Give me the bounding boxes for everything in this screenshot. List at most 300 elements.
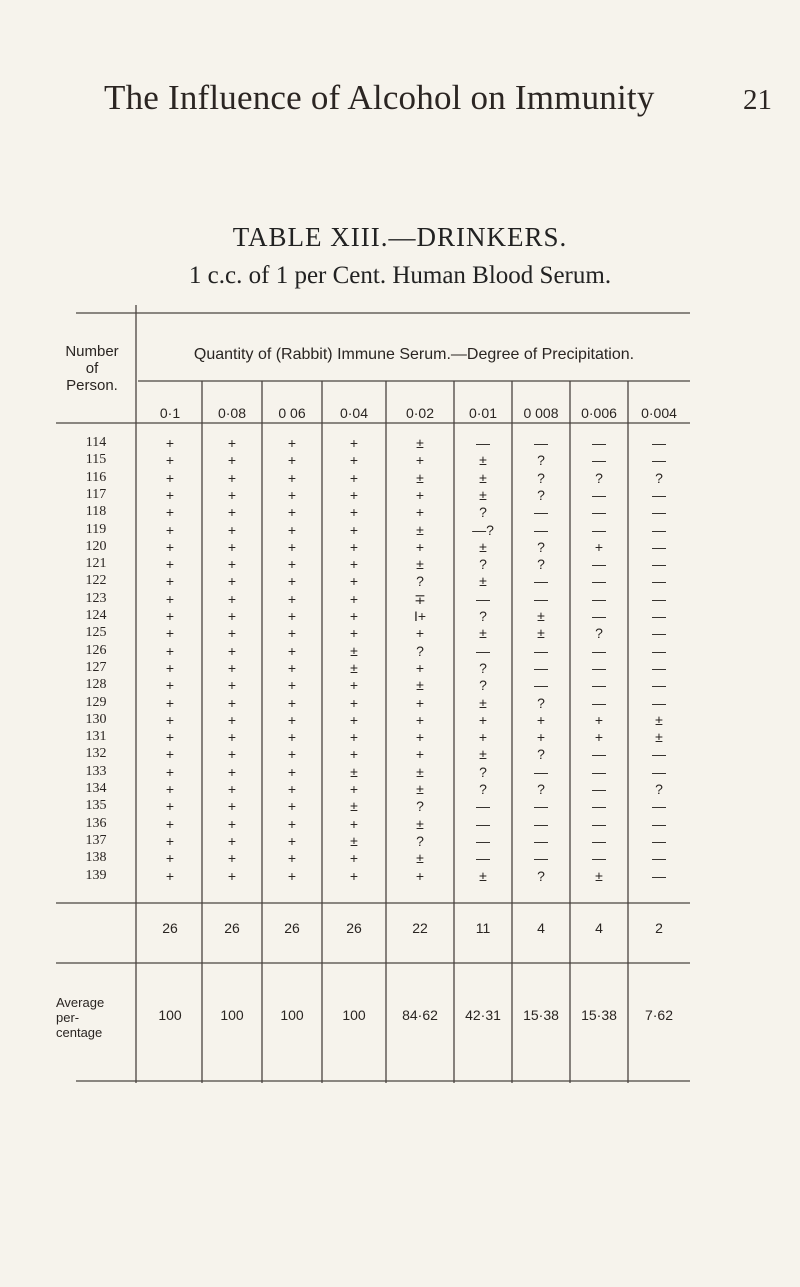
precipitation-cell: + — [594, 711, 604, 728]
precipitation-cell: — — [652, 763, 666, 780]
precipitation-cell: + — [349, 435, 359, 451]
precipitation-cell: + — [165, 711, 175, 728]
precipitation-cell: + — [349, 590, 359, 607]
precipitation-cell: ? — [416, 832, 424, 849]
dose-header: 0 06 — [278, 405, 306, 421]
precipitation-cell: — — [592, 677, 606, 694]
precipitation-cell: + — [415, 452, 425, 469]
average-label-line: per- — [56, 1010, 80, 1025]
precipitation-cell: — — [652, 677, 666, 694]
person-number: 119 — [85, 521, 107, 537]
precipitation-cell: + — [287, 729, 297, 746]
precipitation-cell: — — [592, 815, 606, 832]
precipitation-cell: — — [652, 625, 666, 642]
precipitation-cell: ± — [479, 746, 487, 763]
precipitation-cell: + — [227, 504, 237, 521]
precipitation-cell: + — [287, 694, 297, 711]
precipitation-cell: ± — [655, 711, 663, 728]
precipitation-cell: + — [349, 504, 359, 521]
precipitation-cell: + — [227, 867, 237, 884]
precipitation-cell: + — [287, 763, 297, 780]
precipitation-cell: + — [594, 729, 604, 746]
precipitation-cell: ± — [479, 452, 487, 469]
table-row — [56, 660, 690, 676]
precipitation-cell: — — [652, 573, 666, 590]
precipitation-cell: + — [415, 625, 425, 642]
precipitation-cell: + — [349, 452, 359, 469]
precipitation-cell: ± — [537, 625, 545, 642]
precipitation-cell: ? — [416, 642, 424, 659]
precipitation-cell: + — [287, 711, 297, 728]
precipitation-cell: + — [165, 763, 175, 780]
precipitation-cell: + — [415, 538, 425, 555]
person-number: 124 — [85, 608, 107, 623]
table-row — [56, 625, 690, 641]
precipitation-cell: ± — [350, 642, 358, 659]
precipitation-cell: + — [287, 538, 297, 555]
precipitation-cell: — — [592, 642, 606, 659]
precipitation-cell: — — [476, 642, 490, 659]
precipitation-cell: + — [227, 538, 237, 555]
precipitation-cell: ∓ — [414, 590, 426, 607]
precipitation-cell: + — [227, 694, 237, 711]
precipitation-cell: — — [652, 452, 666, 469]
person-number: 135 — [85, 798, 107, 814]
table-row — [56, 591, 690, 607]
precipitation-cell: ? — [479, 608, 487, 624]
precipitation-cell: + — [349, 729, 359, 746]
person-number: 138 — [85, 850, 107, 866]
precipitation-cell: + — [165, 729, 175, 746]
table-row — [56, 573, 690, 589]
table-row — [56, 781, 690, 797]
precipitation-table — [56, 305, 690, 1085]
precipitation-cell: — — [652, 556, 666, 573]
precipitation-cell: + — [227, 781, 237, 797]
precipitation-cell: — — [534, 763, 548, 780]
person-number: 127 — [85, 659, 107, 675]
precipitation-cell: + — [227, 815, 237, 832]
precipitation-cell: + — [349, 677, 359, 694]
table-row — [56, 850, 690, 866]
precipitation-cell: + — [287, 608, 297, 624]
precipitation-cell: + — [165, 469, 175, 486]
precipitation-cell: + — [349, 469, 359, 486]
precipitation-cell: — — [652, 694, 666, 711]
precipitation-cell: ± — [416, 435, 424, 451]
person-number: 133 — [85, 763, 107, 779]
precipitation-cell: + — [287, 677, 297, 694]
precipitation-cell: — — [534, 504, 548, 521]
precipitation-cell: + — [349, 746, 359, 763]
precipitation-cell: + — [287, 815, 297, 832]
precipitation-cell: + — [287, 659, 297, 676]
precipitation-cell: ? — [537, 538, 545, 555]
precipitation-cell: — — [476, 798, 490, 815]
precipitation-cell: + — [287, 504, 297, 521]
precipitation-cell: ? — [655, 469, 663, 486]
dose-header: 0·02 — [405, 405, 435, 421]
precipitation-cell: ± — [479, 469, 487, 486]
precipitation-cell: — — [476, 435, 490, 451]
precipitation-cell: — — [652, 832, 666, 849]
precipitation-cell: ? — [416, 573, 424, 590]
precipitation-cell: — — [534, 677, 548, 694]
precipitation-cell: + — [536, 729, 546, 746]
precipitation-cell: + — [227, 763, 237, 780]
dose-header: 0·04 — [339, 405, 369, 421]
dose-header: 0·1 — [159, 405, 181, 421]
precipitation-cell: ? — [479, 556, 487, 573]
precipitation-cell: — — [592, 832, 606, 849]
precipitation-cell: + — [415, 746, 425, 763]
table-row — [56, 729, 690, 745]
precipitation-cell: + — [227, 677, 237, 694]
precipitation-cell: + — [165, 504, 175, 521]
table-row — [56, 608, 690, 624]
person-number: 115 — [85, 452, 107, 468]
number-header-line: Person. — [66, 377, 118, 394]
precipitation-cell: — — [652, 815, 666, 832]
total-count: 26 — [346, 920, 362, 936]
precipitation-cell: — — [652, 435, 666, 451]
precipitation-cell: ± — [350, 763, 358, 780]
precipitation-cell: + — [165, 781, 175, 797]
precipitation-cell: + — [287, 452, 297, 469]
precipitation-cell: ± — [655, 729, 663, 746]
person-number: 132 — [85, 746, 107, 762]
precipitation-cell: + — [227, 642, 237, 659]
precipitation-cell: ? — [537, 694, 545, 711]
precipitation-cell: ± — [350, 659, 358, 676]
precipitation-cell: ? — [537, 746, 545, 763]
precipitation-cell: — — [652, 590, 666, 607]
person-number: 122 — [85, 573, 107, 589]
precipitation-cell: + — [349, 573, 359, 590]
precipitation-cell: — — [592, 521, 606, 538]
dose-header: 0·004 — [641, 405, 677, 421]
precipitation-cell: ± — [479, 625, 487, 642]
precipitation-cell: ± — [416, 781, 424, 797]
precipitation-cell: — — [476, 850, 490, 867]
average-percentage: 15·38 — [581, 1007, 617, 1023]
person-number: 136 — [85, 815, 107, 831]
precipitation-cell: — — [652, 521, 666, 538]
precipitation-cell: + — [415, 729, 425, 746]
precipitation-cell: ? — [655, 781, 663, 797]
precipitation-cell: + — [227, 711, 237, 728]
precipitation-cell: — — [592, 659, 606, 676]
precipitation-cell: — — [652, 486, 666, 503]
precipitation-cell: — — [652, 867, 666, 884]
precipitation-cell: + — [478, 729, 488, 746]
table-row — [56, 833, 690, 849]
precipitation-cell: ? — [537, 486, 545, 503]
precipitation-cell: + — [227, 469, 237, 486]
precipitation-cell: ± — [416, 521, 424, 538]
table-row — [56, 522, 690, 538]
precipitation-cell: + — [165, 538, 175, 555]
precipitation-cell: + — [227, 521, 237, 538]
precipitation-cell: + — [227, 625, 237, 642]
precipitation-cell: — — [476, 815, 490, 832]
precipitation-cell: + — [227, 608, 237, 624]
precipitation-cell: — — [592, 435, 606, 451]
precipitation-cell: — — [652, 850, 666, 867]
person-number: 123 — [85, 590, 107, 606]
precipitation-cell: — — [592, 486, 606, 503]
precipitation-cell: + — [227, 850, 237, 867]
dose-header: 0·01 — [468, 405, 498, 421]
precipitation-cell: + — [165, 832, 175, 849]
page-number: 21 — [743, 84, 772, 116]
table-row — [56, 798, 690, 814]
precipitation-cell: — — [476, 832, 490, 849]
precipitation-cell: + — [349, 486, 359, 503]
precipitation-cell: + — [287, 590, 297, 607]
precipitation-cell: + — [415, 504, 425, 521]
average-percentage: 100 — [342, 1007, 366, 1023]
precipitation-cell: — — [592, 590, 606, 607]
person-number: 121 — [85, 556, 107, 572]
person-number: 137 — [85, 832, 107, 848]
precipitation-cell: — — [534, 815, 548, 832]
person-number: 120 — [85, 538, 107, 554]
precipitation-cell: ± — [479, 573, 487, 590]
precipitation-cell: — — [534, 659, 548, 676]
precipitation-cell: — — [476, 590, 490, 607]
precipitation-cell: + — [349, 781, 359, 797]
precipitation-cell: ? — [537, 781, 545, 797]
person-number: 114 — [85, 435, 107, 450]
precipitation-cell: + — [227, 729, 237, 746]
table-row — [56, 643, 690, 659]
immune-serum-group-header: Quantity of (Rabbit) Immune Serum.—Degree of Precipitation. — [193, 346, 635, 363]
person-number: 139 — [85, 867, 107, 883]
precipitation-cell: — — [534, 850, 548, 867]
precipitation-cell: ? — [479, 504, 487, 521]
person-number: 126 — [85, 642, 107, 658]
precipitation-cell: ± — [416, 763, 424, 780]
precipitation-cell: ± — [479, 538, 487, 555]
precipitation-cell: + — [165, 486, 175, 503]
precipitation-cell: ? — [479, 677, 487, 694]
precipitation-cell: — — [652, 538, 666, 555]
precipitation-cell: — — [652, 746, 666, 763]
precipitation-cell: I+ — [413, 608, 427, 624]
number-header-line: Number — [65, 343, 119, 360]
precipitation-cell: + — [287, 556, 297, 573]
precipitation-cell: — — [592, 694, 606, 711]
precipitation-cell: —? — [472, 521, 494, 538]
person-number: 118 — [85, 504, 107, 520]
precipitation-cell: ± — [479, 694, 487, 711]
average-percentage: 100 — [158, 1007, 182, 1023]
precipitation-cell: + — [415, 711, 425, 728]
precipitation-cell: — — [592, 573, 606, 590]
person-number: 117 — [85, 486, 107, 502]
table-row — [56, 712, 690, 728]
precipitation-cell: + — [227, 798, 237, 815]
table-row — [56, 816, 690, 832]
precipitation-cell: ± — [479, 867, 487, 884]
table-row — [56, 435, 690, 451]
precipitation-cell: ? — [416, 798, 424, 815]
precipitation-cell: ? — [479, 659, 487, 676]
precipitation-cell: ? — [537, 469, 545, 486]
precipitation-cell: + — [165, 642, 175, 659]
precipitation-cell: + — [287, 781, 297, 797]
precipitation-cell: + — [165, 850, 175, 867]
precipitation-cell: + — [227, 590, 237, 607]
precipitation-cell: — — [534, 798, 548, 815]
precipitation-cell: + — [165, 573, 175, 590]
precipitation-cell: + — [287, 850, 297, 867]
precipitation-cell: + — [165, 452, 175, 469]
precipitation-cell: — — [534, 521, 548, 538]
table-row — [56, 487, 690, 503]
total-count: 4 — [537, 920, 545, 936]
precipitation-cell: — — [592, 781, 606, 797]
precipitation-cell: ± — [350, 798, 358, 815]
precipitation-cell: + — [478, 711, 488, 728]
precipitation-cell: + — [415, 659, 425, 676]
precipitation-cell: + — [227, 556, 237, 573]
average-percentage: 84·62 — [402, 1007, 438, 1023]
precipitation-cell: + — [349, 538, 359, 555]
total-count: 11 — [475, 920, 491, 936]
table-subtitle: 1 c.c. of 1 per Cent. Human Blood Serum. — [188, 262, 612, 289]
precipitation-cell: + — [349, 867, 359, 884]
precipitation-cell: ? — [479, 763, 487, 780]
precipitation-cell: + — [227, 452, 237, 469]
precipitation-cell: + — [165, 694, 175, 711]
precipitation-cell: + — [349, 608, 359, 624]
precipitation-cell: + — [287, 521, 297, 538]
precipitation-cell: ? — [595, 625, 603, 642]
precipitation-cell: + — [227, 746, 237, 763]
person-number: 131 — [85, 729, 107, 745]
precipitation-cell: + — [287, 486, 297, 503]
dose-header: 0·006 — [581, 405, 617, 421]
precipitation-cell: + — [287, 832, 297, 849]
total-count: 4 — [595, 920, 603, 936]
precipitation-cell: — — [592, 798, 606, 815]
person-number: 116 — [85, 469, 107, 485]
table-title: TABLE XIII.—DRINKERS. — [232, 222, 568, 252]
precipitation-cell: ± — [416, 556, 424, 573]
precipitation-cell: — — [592, 504, 606, 521]
precipitation-cell: + — [349, 694, 359, 711]
precipitation-cell: + — [227, 573, 237, 590]
person-number: 128 — [85, 677, 107, 693]
average-percentage: 7·62 — [644, 1007, 674, 1023]
table-row — [56, 677, 690, 693]
table-row — [56, 504, 690, 520]
average-percentage-label — [56, 995, 136, 1040]
dose-header: 0 008 — [523, 405, 559, 421]
precipitation-cell: — — [534, 832, 548, 849]
precipitation-cell: ± — [416, 850, 424, 867]
precipitation-cell: + — [349, 711, 359, 728]
precipitation-cell: + — [287, 435, 297, 451]
precipitation-cell: + — [287, 746, 297, 763]
table-row — [56, 695, 690, 711]
precipitation-cell: + — [227, 832, 237, 849]
precipitation-cell: ± — [479, 486, 487, 503]
precipitation-cell: — — [652, 642, 666, 659]
average-percentage: 15·38 — [523, 1007, 559, 1023]
precipitation-cell: + — [227, 435, 237, 451]
precipitation-cell: — — [652, 504, 666, 521]
precipitation-cell: + — [349, 556, 359, 573]
precipitation-cell: ± — [416, 469, 424, 486]
precipitation-cell: + — [165, 625, 175, 642]
total-count: 2 — [655, 920, 663, 936]
total-count: 26 — [224, 920, 240, 936]
precipitation-cell: + — [287, 469, 297, 486]
precipitation-cell: + — [349, 815, 359, 832]
precipitation-cell: — — [592, 850, 606, 867]
precipitation-cell: ± — [537, 608, 545, 624]
precipitation-cell: + — [536, 711, 546, 728]
table-row — [56, 452, 690, 468]
precipitation-cell: + — [165, 590, 175, 607]
running-title: The Influence of Alcohol on Immunity — [104, 78, 655, 117]
person-number: 129 — [85, 694, 107, 710]
precipitation-cell: ± — [350, 832, 358, 849]
precipitation-cell: — — [534, 642, 548, 659]
precipitation-cell: — — [534, 590, 548, 607]
precipitation-cell: ± — [416, 815, 424, 832]
total-count: 26 — [162, 920, 178, 936]
precipitation-cell: + — [287, 573, 297, 590]
precipitation-cell: + — [165, 867, 175, 884]
precipitation-cell: — — [592, 746, 606, 763]
precipitation-cell: ± — [416, 677, 424, 694]
precipitation-cell: + — [227, 486, 237, 503]
average-label-line: centage — [56, 1025, 103, 1040]
precipitation-cell: — — [592, 763, 606, 780]
precipitation-cell: + — [287, 798, 297, 815]
precipitation-cell: + — [594, 538, 604, 555]
precipitation-cell: + — [349, 850, 359, 867]
precipitation-cell: — — [592, 556, 606, 573]
precipitation-cell: — — [592, 608, 606, 624]
precipitation-cell: + — [287, 625, 297, 642]
precipitation-cell: — — [652, 608, 666, 624]
precipitation-cell: + — [165, 521, 175, 538]
table-row — [56, 470, 690, 486]
precipitation-cell: — — [652, 659, 666, 676]
number-of-person-header — [56, 343, 128, 394]
total-count: 22 — [412, 920, 428, 936]
precipitation-cell: ? — [537, 452, 545, 469]
precipitation-cell: + — [165, 815, 175, 832]
precipitation-cell: + — [287, 867, 297, 884]
precipitation-cell: + — [165, 677, 175, 694]
table-row — [56, 868, 690, 884]
number-header-line: of — [85, 360, 99, 377]
person-number: 125 — [85, 625, 107, 641]
precipitation-cell: + — [165, 608, 175, 624]
precipitation-cell: ? — [595, 469, 603, 486]
average-percentage: 42·31 — [465, 1007, 501, 1023]
table-row — [56, 539, 690, 555]
precipitation-cell: — — [652, 798, 666, 815]
person-number: 134 — [85, 781, 107, 796]
average-percentage: 100 — [280, 1007, 304, 1023]
